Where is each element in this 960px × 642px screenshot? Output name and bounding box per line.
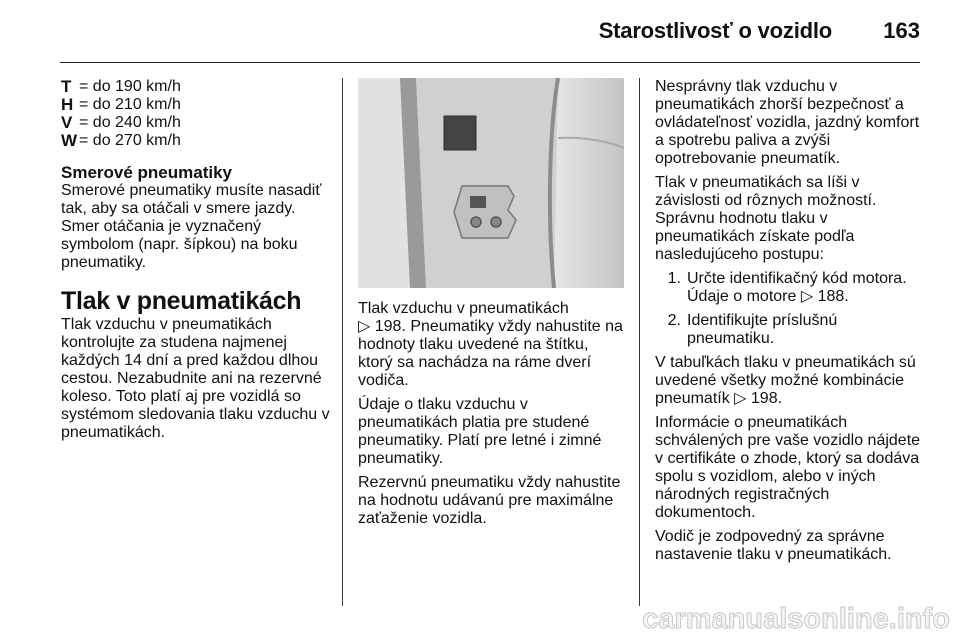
speed-code-value: = do 210 km/h bbox=[79, 96, 181, 113]
section-title: Starostlivosť o vozidlo bbox=[598, 18, 832, 43]
incorrect-pressure-text: Nesprávny tlak vzduchu v pneumatikách zhorší bezpečnosť a ovládateľnosť vozidla, jazdný komfort a spotrebu paliva a zvýši opotrebovanie pneumatík. bbox=[655, 78, 920, 167]
watermark-logo bbox=[622, 598, 952, 638]
right-column bbox=[655, 78, 923, 570]
list-number: 1. bbox=[667, 270, 681, 287]
column-divider bbox=[342, 78, 343, 606]
speed-code-letter: W bbox=[61, 131, 78, 150]
list-item bbox=[655, 312, 923, 348]
pressure-data-text: Údaje o tlaku vzduchu v pneumatikách platia pre studené pneumatiky. Platí pre letné i zimné pneumatiky. bbox=[358, 396, 602, 467]
speed-code-letter: V bbox=[61, 113, 73, 132]
driver-responsibility-text: Vodič je zodpovedný za správne nastavenie tlaku v pneumatikách. bbox=[655, 528, 892, 563]
speed-code-value: = do 270 km/h bbox=[79, 132, 181, 149]
pressure-label-text: ▷ 198. Pneumatiky vždy nahustite na hodnoty tlaku uvedené na štítku, ktorý sa nachádza na ráme dverí vodiča. bbox=[358, 318, 623, 389]
tire-pressure-text: Tlak vzduchu v pneumatikách kontrolujte za studena najmenej každých 14 dní a pred každou dlhou cestou. Nezabudnite ani na rezervné koleso. Toto platí aj pre vozidlá so systémom sledovania tlaku vzduchu v pneumatikách. bbox=[61, 316, 330, 441]
speed-code-row bbox=[61, 132, 331, 150]
page-number: 163 bbox=[883, 18, 920, 43]
speed-code-list bbox=[61, 78, 331, 150]
speed-code-letter: H bbox=[61, 95, 74, 114]
door-frame-illustration bbox=[358, 78, 624, 288]
pressure-tables-text: V tabuľkách tlaku v pneumatikách sú uvedené všetky možné kombinácie pneumatík ▷ 198. bbox=[655, 354, 916, 407]
speed-code-value: = do 190 km/h bbox=[79, 78, 181, 95]
watermark-text: carmanualsonline.info bbox=[642, 603, 950, 635]
list-item bbox=[655, 270, 923, 306]
list-text: Určte identifikačný kód motora. Údaje o motore ▷ 188. bbox=[687, 270, 907, 305]
middle-column bbox=[358, 78, 624, 534]
figure-caption: Tlak vzduchu v pneumatikách bbox=[358, 300, 569, 317]
approved-tires-text: Informácie o pneumatikách schválených pre vaše vozidlo nájdete v certifikáte o zhode, ktorý sa dodáva spolu s vozidlom, alebo v iných národných registračných dokumentoch. bbox=[655, 414, 921, 521]
speed-code-letter: T bbox=[61, 77, 72, 96]
speed-code-value: = do 240 km/h bbox=[79, 114, 181, 131]
speed-code-row bbox=[61, 114, 331, 132]
page-header bbox=[60, 0, 920, 63]
door-frame-image bbox=[358, 78, 624, 288]
list-text: Identifikujte príslušnú pneumatiku. bbox=[687, 312, 838, 347]
tire-pressure-heading: Tlak v pneumatikách bbox=[61, 287, 302, 315]
pressure-varies-text: Tlak v pneumatikách sa líši v závislosti od rôznych možností. Správnu hodnotu tlaku v pneumatikách získate podľa nasledujúceho postupu: bbox=[655, 174, 877, 263]
column-divider bbox=[639, 78, 640, 606]
list-number: 2. bbox=[667, 312, 681, 329]
directional-tires-text: Smerové pneumatiky musíte nasadiť tak, aby sa otáčali v smere jazdy. Smer otáčania je vyznačený symbolom (napr. šípkou) na boku pneumatiky. bbox=[61, 182, 322, 271]
spare-tire-text: Rezervnú pneumatiku vždy nahustite na hodnotu udávanú pre maximálne zaťaženie vozidla. bbox=[358, 474, 621, 527]
directional-tires-heading: Smerové pneumatiky bbox=[61, 163, 233, 182]
speed-code-row bbox=[61, 96, 331, 114]
left-column bbox=[61, 78, 331, 448]
speed-code-row bbox=[61, 78, 331, 96]
